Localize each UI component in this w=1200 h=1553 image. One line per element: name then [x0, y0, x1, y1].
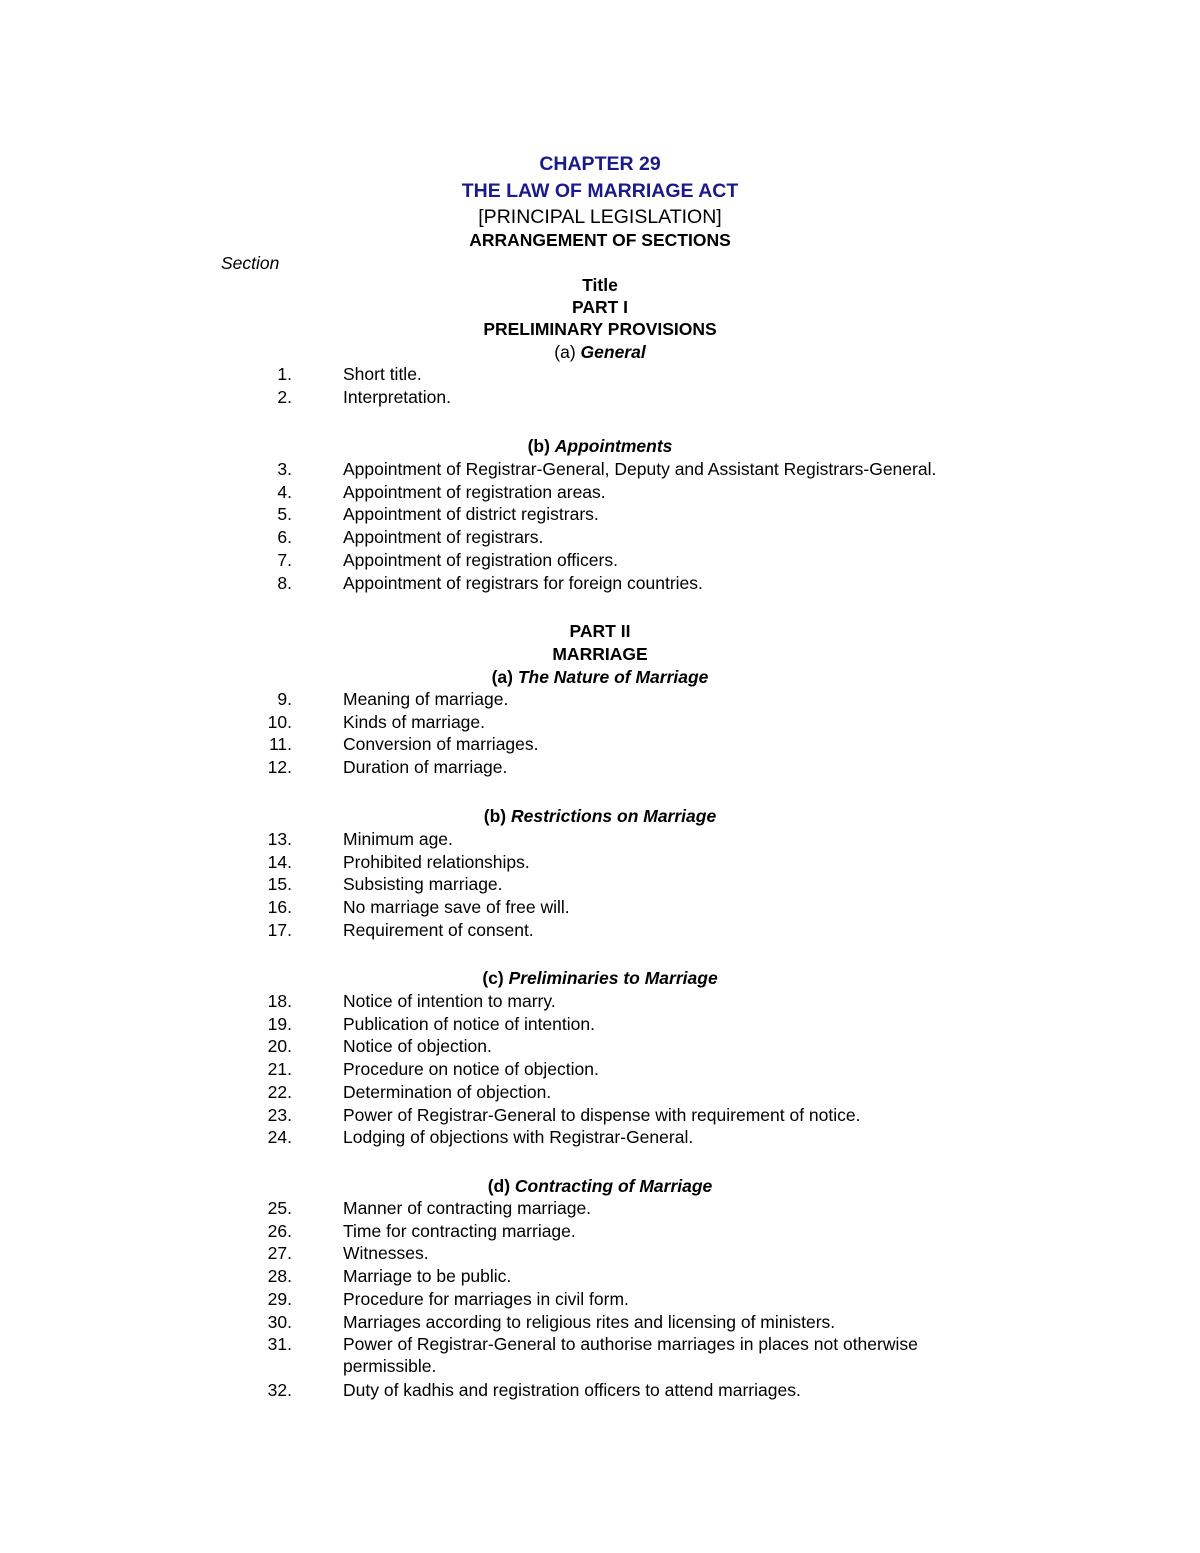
- section-entry: [0, 1198, 1200, 1220]
- section-title: Subsisting marriage.: [343, 874, 503, 895]
- section-title: Witnesses.: [343, 1243, 429, 1264]
- part-2-name: MARRIAGE: [552, 644, 648, 664]
- section-entry: [0, 712, 1200, 734]
- part-1-name: PRELIMINARY PROVISIONS: [483, 319, 717, 339]
- section-number: 4.: [277, 481, 292, 502]
- section-entry: [0, 550, 1200, 572]
- section-entry: [0, 852, 1200, 874]
- part-2-subheading-c: [0, 968, 1200, 989]
- section-title: Requirement of consent.: [343, 919, 534, 940]
- section-title: Short title.: [343, 364, 422, 384]
- section-title: Appointment of registration officers.: [343, 549, 618, 570]
- section-entry: [0, 1014, 1200, 1036]
- section-entry: [0, 829, 1200, 851]
- section-title: Duration of marriage.: [343, 757, 508, 778]
- section-number: 32.: [267, 1379, 292, 1400]
- section-number: 29.: [267, 1288, 292, 1309]
- section-entry: [0, 1380, 1200, 1402]
- part-2-subheading-a: [0, 667, 1200, 688]
- section-number: 8.: [277, 572, 292, 593]
- chapter-heading: CHAPTER 29: [539, 153, 661, 175]
- part-2-label: PART II: [569, 621, 631, 641]
- section-title: Determination of objection.: [343, 1081, 552, 1102]
- subheading-prefix: (a): [554, 342, 581, 362]
- part-1-subheading-b: [0, 436, 1200, 457]
- section-entry: [0, 920, 1200, 942]
- section-title: Conversion of marriages.: [343, 734, 539, 755]
- section-entry: [0, 1243, 1200, 1265]
- section-number: 16.: [267, 897, 292, 918]
- section-title: Procedure on notice of objection.: [343, 1059, 599, 1080]
- section-entry: [0, 734, 1200, 756]
- part-1-label: PART I: [571, 297, 629, 317]
- section-entry: [0, 1105, 1200, 1127]
- section-entry: [0, 874, 1200, 896]
- section-entry: [0, 1266, 1200, 1288]
- section-number: 3.: [277, 459, 292, 479]
- section-entry: [0, 527, 1200, 549]
- section-number: 2.: [277, 386, 292, 407]
- section-title: Appointment of Registrar-General, Deputy and Assistant Registrars-General.: [343, 459, 937, 479]
- section-entry: [0, 1036, 1200, 1058]
- subheading-prefix: (a): [491, 667, 518, 687]
- section-entry: [0, 1312, 1200, 1334]
- legislation-label: [PRINCIPAL LEGISLATION]: [478, 206, 722, 228]
- section-title: Duty of kadhis and registration officers to attend marriages.: [343, 1379, 801, 1400]
- section-number: 12.: [267, 757, 292, 778]
- section-number: 13.: [267, 829, 292, 849]
- arrangement-heading: ARRANGEMENT OF SECTIONS: [469, 230, 731, 250]
- act-title: THE LAW OF MARRIAGE ACT: [461, 180, 739, 202]
- section-number: 17.: [267, 919, 292, 940]
- section-title: Manner of contracting marriage.: [343, 1198, 592, 1218]
- subheading-prefix: (b): [527, 436, 555, 456]
- subheading-title: General: [580, 342, 646, 362]
- section-title: Publication of notice of intention.: [343, 1013, 595, 1034]
- section-title: Appointment of registrars for foreign countries.: [343, 572, 703, 593]
- section-number: 6.: [277, 527, 292, 548]
- section-entry: [0, 689, 1200, 711]
- section-number: 27.: [267, 1243, 292, 1264]
- section-entry: [0, 1221, 1200, 1243]
- section-number: 18.: [267, 991, 292, 1011]
- section-entry: [0, 364, 1200, 386]
- section-number: 23.: [267, 1104, 292, 1125]
- section-number: 31.: [267, 1334, 292, 1355]
- section-number: 25.: [267, 1198, 292, 1218]
- section-entry: [0, 991, 1200, 1013]
- section-entry: [0, 1082, 1200, 1104]
- section-entry: [0, 1127, 1200, 1149]
- section-entry: [0, 1059, 1200, 1081]
- section-entry: [0, 757, 1200, 779]
- section-number: 7.: [277, 549, 292, 570]
- section-entry: [0, 1334, 1200, 1377]
- section-number: 5.: [277, 504, 292, 525]
- section-number: 14.: [267, 851, 292, 872]
- section-title: Prohibited relationships.: [343, 851, 530, 872]
- part-2-subheading-d: [0, 1176, 1200, 1197]
- section-title: Lodging of objections with Registrar-General.: [343, 1127, 694, 1148]
- section-number: 10.: [267, 711, 292, 732]
- subheading-title: Preliminaries to Marriage: [508, 968, 718, 988]
- subheading-title: Contracting of Marriage: [514, 1176, 713, 1196]
- section-title: Appointment of registrars.: [343, 527, 544, 548]
- section-title: No marriage save of free will.: [343, 897, 570, 918]
- section-entry: [0, 504, 1200, 526]
- section-number: 26.: [267, 1220, 292, 1241]
- section-title: Procedure for marriages in civil form.: [343, 1288, 629, 1309]
- subheading-title: Appointments: [554, 436, 673, 456]
- section-number: 30.: [267, 1311, 292, 1332]
- section-title: Appointment of registration areas.: [343, 481, 606, 502]
- section-title: Interpretation.: [343, 386, 451, 407]
- section-entry: [0, 387, 1200, 409]
- section-number: 22.: [267, 1081, 292, 1102]
- subheading-prefix: (b): [483, 806, 511, 826]
- section-number: 21.: [267, 1059, 292, 1080]
- section-title-continued: permissible.: [343, 1356, 437, 1377]
- subheading-prefix: (c): [482, 968, 509, 988]
- section-number: 20.: [267, 1036, 292, 1057]
- subheading-prefix: (d): [487, 1176, 515, 1196]
- section-title: Time for contracting marriage.: [343, 1220, 576, 1241]
- section-title: Appointment of district registrars.: [343, 504, 599, 525]
- section-title: Marriage to be public.: [343, 1266, 512, 1287]
- section-title: Notice of intention to marry.: [343, 991, 556, 1011]
- section-title: Power of Registrar-General to authorise marriages in places not otherwise: [343, 1334, 918, 1355]
- section-number: 9.: [277, 689, 292, 709]
- section-number: 28.: [267, 1266, 292, 1287]
- subheading-title: The Nature of Marriage: [517, 667, 709, 687]
- part-2-subheading-b: [0, 806, 1200, 827]
- section-title: Minimum age.: [343, 829, 453, 849]
- section-entry: [0, 459, 1200, 481]
- section-title: Power of Registrar-General to dispense with requirement of notice.: [343, 1104, 861, 1125]
- section-number: 24.: [267, 1127, 292, 1148]
- section-entry: [0, 1289, 1200, 1311]
- section-number: 19.: [267, 1013, 292, 1034]
- section-entry: [0, 897, 1200, 919]
- section-column-label: Section: [221, 253, 280, 273]
- subheading-title: Restrictions on Marriage: [511, 806, 717, 826]
- section-entry: [0, 482, 1200, 504]
- section-title: Meaning of marriage.: [343, 689, 509, 709]
- section-number: 11.: [268, 734, 292, 755]
- section-title: Kinds of marriage.: [343, 711, 486, 732]
- section-number: 1.: [277, 364, 292, 384]
- section-number: 15.: [267, 874, 292, 895]
- section-title: Notice of objection.: [343, 1036, 492, 1057]
- title-column-label: Title: [582, 275, 618, 295]
- section-title: Marriages according to religious rites and licensing of ministers.: [343, 1311, 836, 1332]
- part-1-subheading-a: [0, 342, 1200, 363]
- section-entry: [0, 573, 1200, 595]
